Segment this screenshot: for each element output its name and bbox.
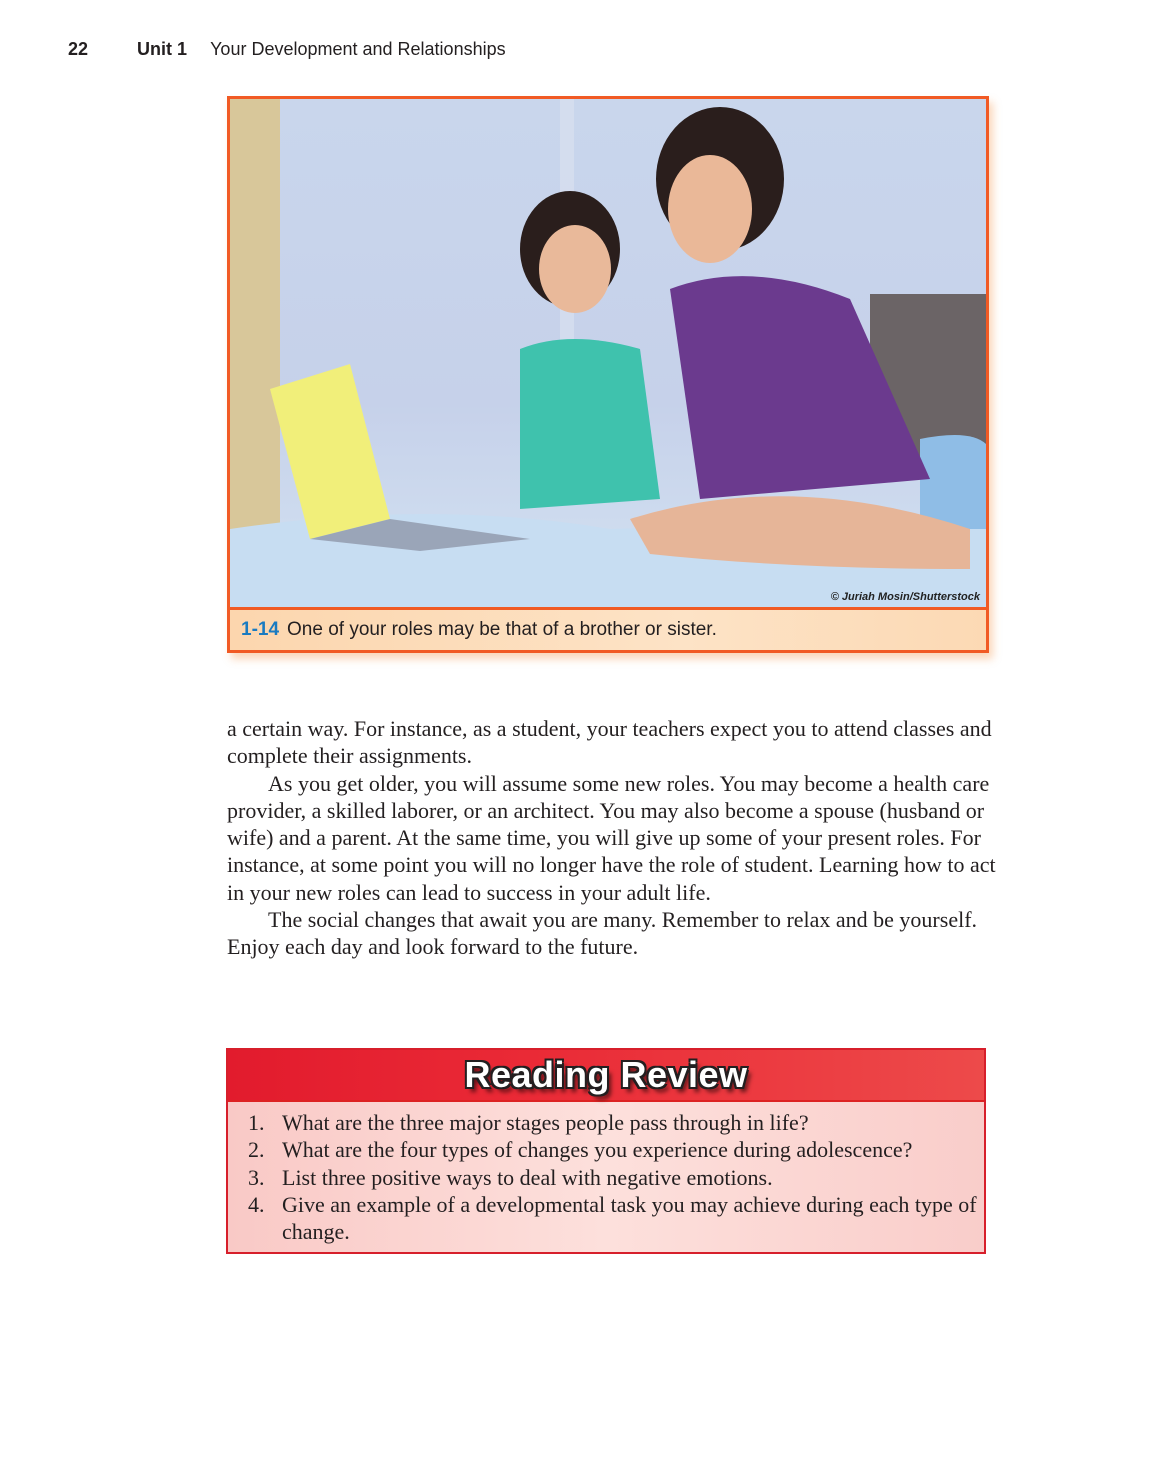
photo-illustration — [230, 99, 986, 607]
photo-two-sisters-laptop — [230, 99, 986, 610]
body-text — [227, 715, 997, 961]
paragraph: As you get older, you will assume some new roles. You may become a health care provider, a skilled laborer, or an architect. You may also become a spouse (husband or wife) and a parent. At the same time, you will give up some of your present roles. For instance, at some point you will no longer have the role of student. Learning how to act in your new roles can lead to success in your adult life. — [227, 770, 996, 905]
reading-review-title: Reading Review — [464, 1054, 748, 1095]
pillow — [920, 435, 986, 529]
question-text: What are the four types of changes you experience during adolescence? — [282, 1137, 913, 1163]
laptop — [270, 364, 390, 539]
question-text: Give an example of a developmental task you may achieve during each type of change. — [282, 1191, 977, 1245]
younger-girl-face — [539, 225, 611, 313]
review-question — [248, 1109, 984, 1136]
unit-label: Unit 1 — [137, 39, 188, 59]
photo-credit: © Juriah Mosin/Shutterstock — [830, 591, 980, 603]
unit-title: Your Development and Relationships — [210, 39, 506, 59]
review-questions — [228, 1102, 984, 1245]
curtain — [230, 99, 280, 539]
reading-review-header — [228, 1050, 984, 1102]
paragraph: The social changes that await you are many. Remember to relax and be yourself. Enjoy each day and look forward to the future. — [227, 907, 978, 960]
reading-review-box — [226, 1048, 986, 1254]
caption-text: One of your roles may be that of a brother or sister. — [287, 619, 717, 640]
paragraph: a certain way. For instance, as a student, your teachers expect you to attend classes and complete their assignments. — [227, 716, 992, 769]
review-question — [248, 1164, 984, 1191]
running-head — [68, 39, 506, 60]
question-number: 3. — [248, 1164, 265, 1190]
younger-girl-top — [520, 339, 660, 509]
older-girl-face — [668, 155, 752, 263]
review-question — [248, 1136, 984, 1163]
question-text: What are the three major stages people pass through in life? — [282, 1110, 809, 1135]
question-text: List three positive ways to deal with negative emotions. — [282, 1164, 773, 1190]
question-number: 2. — [248, 1137, 265, 1163]
review-question — [248, 1191, 984, 1246]
question-number: 4. — [248, 1191, 265, 1217]
figure-caption — [230, 610, 986, 650]
figure-number: 1-14 — [241, 619, 280, 640]
question-number: 1. — [248, 1110, 265, 1135]
page-number: 22 — [68, 39, 89, 59]
figure-1-14 — [227, 96, 989, 653]
